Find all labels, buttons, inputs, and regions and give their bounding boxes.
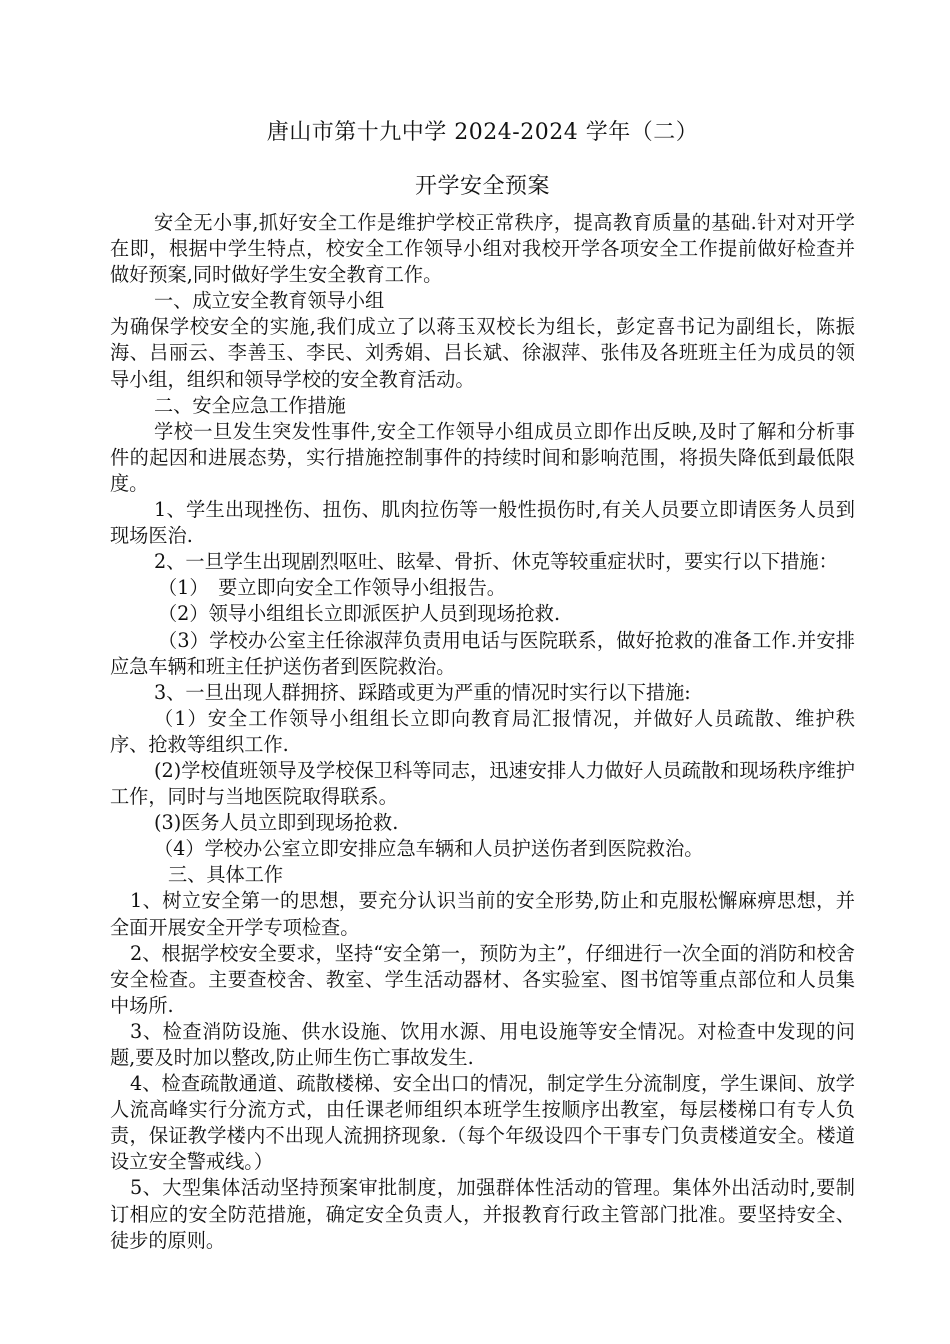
list-item: 3、检查消防设施、供水设施、饮用水源、用电设施等安全情况。对检查中发现的问题,要及时加以整改,防止师生伤亡事故发生. [110,1019,855,1069]
sub-list-item: (3)医务人员立即到现场抢救. [154,811,399,835]
list-item: 3、一旦出现人群拥挤、踩踏或更为严重的情况时实行以下措施: [154,680,691,704]
sub-list-item: （1）安全工作领导小组组长立即向教育局汇报情况，并做好人员疏散、维护秩序、抢救等组织工作. [110,706,855,756]
list-item: 4、检查疏散通道、疏散楼梯、安全出口的情况，制定学生分流制度，学生课间、放学人流高峰实行分流方式，由任课老师组织本班学生按顺序出教室，每层楼梯口有专人负责，保证教学楼内不出现人流拥挤现象.（每个年级设四个干事专门负责楼道安全。楼道设立安全警戒线。） [110,1072,855,1174]
section-heading-2: 二、安全应急工作措施 [154,393,346,417]
sub-list-item: （3）学校办公室主任徐淑萍负责用电话与医院联系，做好抢救的准备工作.并安排应急车辆和班主任护送伤者到医院救治。 [110,628,855,678]
document-subtitle: 开学安全预案 [414,174,550,199]
sub-list-item: （1） 要立即向安全工作领导小组报告。 [158,576,506,600]
list-item: 1、学生出现挫伤、扭伤、肌肉拉伤等一般性损伤时,有关人员要立即请医务人员到现场医治. [110,498,855,548]
list-item: 1、树立安全第一的思想，要充分认识当前的安全形势,防止和克服松懈麻痹思想，并全面开展安全开学专项检查。 [110,889,855,939]
document-page [110,118,855,1254]
list-item: 2、根据学校安全要求，坚持“安全第一，预防为主”，仔细进行一次全面的消防和校舍安全检查。主要查校舍、教室、学生活动器材、各实验室、图书馆等重点部位和人员集中场所. [110,941,855,1017]
list-item: 2、一旦学生出现剧烈呕吐、眩晕、骨折、休克等较重症状时，要实行以下措施： [154,550,838,574]
section-heading-3: 三、具体工作 [168,863,284,887]
intro-paragraph: 安全无小事,抓好安全工作是维护学校正常秩序，提高教育质量的基础.针对对开学在即，根据中学生特点，校安全工作领导小组对我校开学各项安全工作提前做好检查并做好预案,同时做好学生安全教育工作。 [110,211,855,287]
sub-list-item: (2)学校值班领导及学校保卫科等同志，迅速安排人力做好人员疏散和现场秩序维护工作，同时与当地医院取得联系。 [110,758,855,809]
document-title: 唐山市第十九中学 2024-2024 学年（二） [266,120,699,145]
document-body [110,210,855,1254]
paragraph: 为确保学校安全的实施,我们成立了以蒋玉双校长为组长，彭定喜书记为副组长，陈振海、吕丽云、李善玉、李民、刘秀娟、吕长斌、徐淑萍、张伟及各班班主任为成员的领导小组，组织和领导学校的安全教育活动。 [110,315,855,391]
paragraph: 学校一旦发生突发性事件,安全工作领导小组成员立即作出反映,及时了解和分析事件的起因和进展态势，实行措施控制事件的持续时间和影响范围，将损失降低到最低限度。 [110,419,855,495]
section-heading-1: 一、成立安全教育领导小组 [154,289,385,313]
sub-list-item: （2）领导小组组长立即派医护人员到现场抢救. [158,602,561,626]
list-item: 5、大型集体活动坚持预案审批制度，加强群体性活动的管理。集体外出活动时,要制订相应的安全防范措施，确定安全负责人，并报教育行政主管部门批准。要坚持安全、徒步的原则。 [110,1176,855,1252]
sub-list-item: （4）学校办公室立即安排应急车辆和人员护送伤者到医院救治。 [154,837,704,861]
